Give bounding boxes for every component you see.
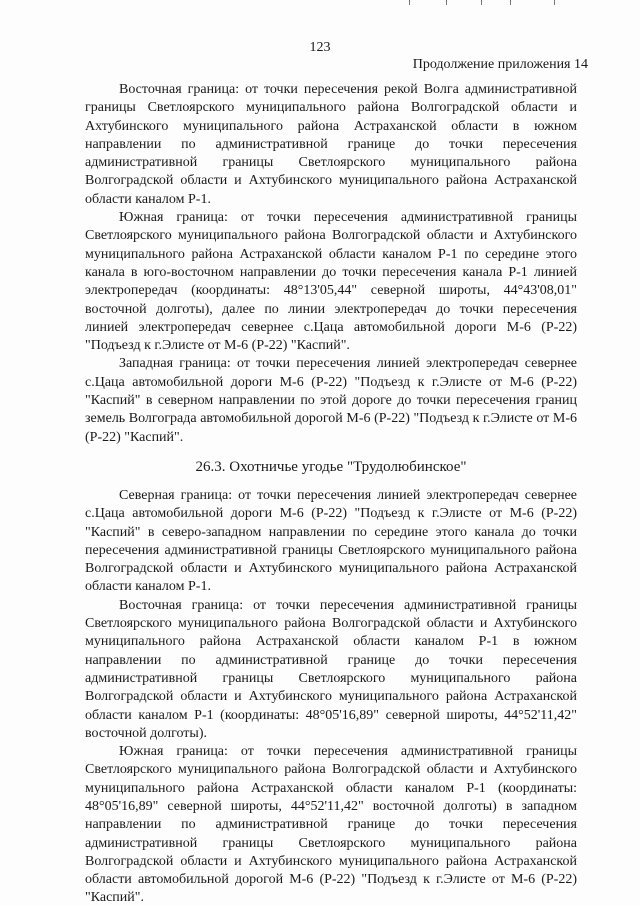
paragraph-west-boundary: Западная граница: от точки пересечения линией электропередач севернее с.Цаца автомобильной дороги М-6 (Р-22) "Подъезд к г.Элисте от М-6 (Р-22) "Каспий" в северном направлении по этой дороге до точки пересечения границ земель Волгограда автомобильной дорогой М-6 (Р-22) "Подъезд к г.Элисте от М-6 (Р-22) "Каспий".	[85, 356, 577, 445]
paragraph-east-boundary: Восточная граница: от точки пересечения рекой Волга административной границы Светлоярского муниципального района Волгоградской области и Ахтубинского муниципального района Астраханской области в южном направлении по административной границе до точки пересечения административной границы Светлоярского муниципального района Волгоградской области и Ахтубинского муниципального района Астраханской области каналом Р-1.	[85, 82, 577, 207]
paragraph-south-boundary: Южная граница: от точки пересечения административной границы Светлоярского муниципального района Волгоградской области и Ахтубинского муниципального района Астраханской области каналом Р-1 по середине этого канала в юго-восточном направлении до точки пересечения канала Р-1 линией электропередач (координаты: 48°13'05,44" северной широты, 44°43'08,01" восточной долготы), далее по линии электропередач до точки пересечения линией электропередач севернее с.Цаца автомобильной дороги М-6 (Р-22) "Подъезд к г.Элисте от М-6 (Р-22) "Каспий".	[85, 210, 577, 354]
paragraph-north-boundary: Северная граница: от точки пересечения линией электропередач севернее с.Цаца автомобильной дороги М-6 (Р-22) "Подъезд к г.Элисте от М-6 (Р-22) "Каспий" в северо-западном направлении по середине этого канала до точки пересечения административной границы Светлоярского муниципального района Волгоградской области и Ахтубинского муниципального района Астраханской области каналом Р-1.	[85, 487, 577, 595]
document-body	[85, 81, 577, 908]
paragraph-east-boundary-2: Восточная граница: от точки пересечения административной границы Светлоярского муниципального района Волгоградской области и Ахтубинского муниципального района Астраханской области каналом Р-1 в южном направлении по административной границе до точки пересечения административной границы Светлоярского муниципального района Волгоградской области и Ахтубинского муниципального района Астраханской области каналом Р-1 (координаты: 48°05'16,89" северной широты, 44°52'11,42" восточной долготы).	[85, 597, 577, 741]
appendix-continuation-note: Продолжение приложения 14	[412, 57, 588, 72]
page-number: 123	[309, 40, 331, 55]
scan-edge-marks	[0, 0, 640, 6]
section-heading: 26.3. Охотничье угодье "Трудолюбинское"	[195, 458, 467, 475]
paragraph-south-boundary-2: Южная граница: от точки пересечения административной границы Светлоярского муниципального района Волгоградской области и Ахтубинского муниципального района Астраханской области каналом Р-1 (координаты: 48°05'16,89" северной широты, 44°52'11,42" восточной долготы) в западном направлении по административной границе до точки пересечения административной границы Светлоярского муниципального района Волгоградской области и Ахтубинского муниципального района Астраханской области автомобильной дорогой М-6 (Р-22) "Подъезд к г.Элисте от М-6 (Р-22) "Каспий".	[85, 744, 577, 906]
